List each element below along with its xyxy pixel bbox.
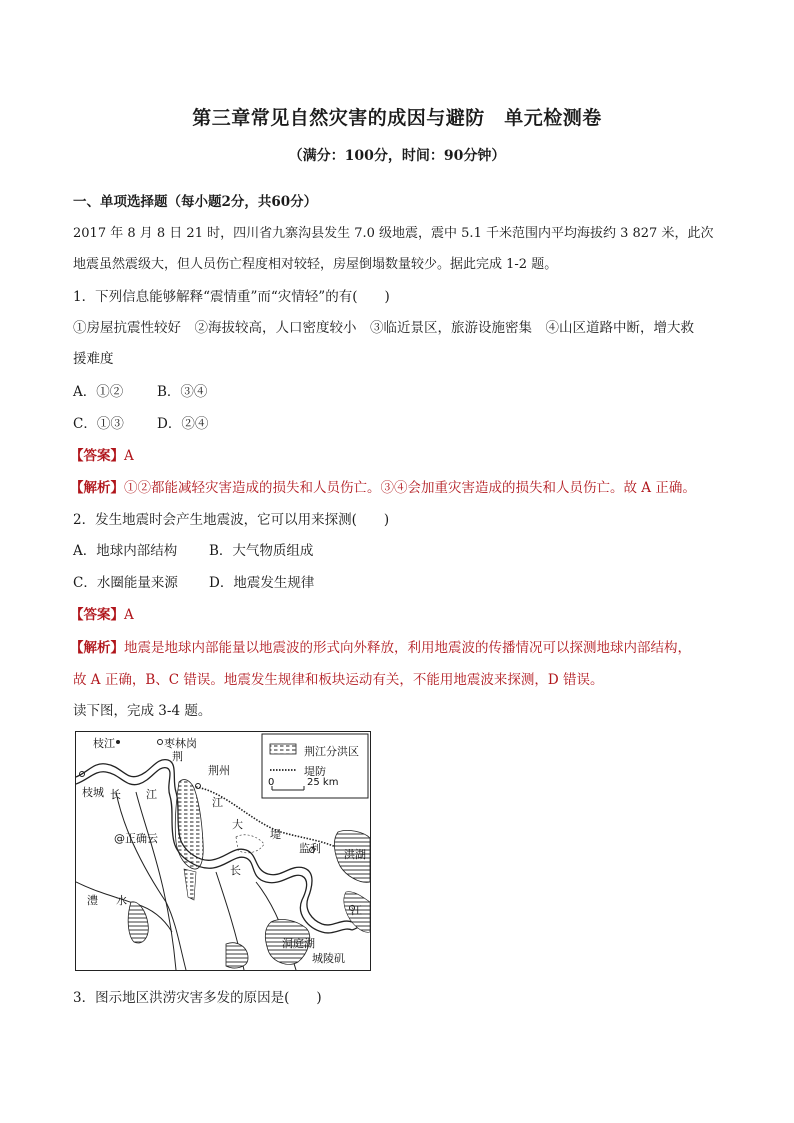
- label-honghu: 洪湖: [344, 848, 366, 861]
- map-intro: 读下图，完成 3-4 题。: [73, 703, 212, 719]
- q2-answer-tag: 【答案】: [70, 607, 124, 623]
- jingjiang-map: [75, 731, 371, 971]
- q1-options-row-2: [73, 414, 723, 434]
- label-da: 大: [232, 818, 243, 831]
- intro-line-1: 2017 年 8 月 8 日 21 时，四川省九寨沟县发生 7.0 级地震，震中 5.1 千米范围内平均海拔约 3 827 米，此次: [73, 226, 714, 241]
- page-title: 第三章常见自然灾害的成因与避防 单元检测卷: [192, 107, 602, 129]
- q2-options-row-1: [73, 541, 723, 561]
- q1-answer-value: A: [124, 448, 134, 464]
- q2-option-d[interactable]: D．地震发生规律: [209, 575, 315, 591]
- legend-embankment-label: 堤防: [304, 765, 326, 778]
- label-zaolingang: 枣林岗: [164, 737, 197, 750]
- q2-analysis-text-1: 地震是地球内部能量以地震波的形式向外释放，利用地震波的传播情况可以探测地球内部结构，: [124, 640, 691, 656]
- label-chang-1: 长: [110, 788, 121, 801]
- flood-diversion-strip: [184, 869, 196, 900]
- q1-analysis: [70, 478, 720, 498]
- q2-answer: [70, 605, 720, 625]
- q1-analysis-tag: 【解析】: [70, 480, 124, 496]
- marker-jingzhou: [196, 784, 201, 789]
- label-jianli: 监利: [299, 842, 321, 855]
- q1-option-b[interactable]: B．③④: [157, 384, 208, 400]
- q1-answer-tag: 【答案】: [70, 448, 124, 464]
- flood-diversion-area: [175, 780, 203, 869]
- q2-analysis-tag: 【解析】: [70, 640, 124, 656]
- label-jing: 荆: [172, 750, 183, 763]
- q1-options-row-1: [73, 382, 723, 402]
- label-chang-2: 长: [230, 864, 241, 877]
- scale-zero-label: 0: [268, 777, 275, 788]
- label-zhicheng: 枝城: [82, 786, 104, 799]
- q1-info-line-1: ①房屋抗震性较好 ②海拔较高，人口密度较小 ③临近景区，旅游设施密集 ④山区道路中断，增大救: [73, 320, 694, 336]
- label-li: 澧: [87, 894, 98, 907]
- marker-zhijiang: [116, 740, 120, 744]
- label-jiang-1: 江: [146, 788, 157, 801]
- q1-option-c[interactable]: C．①③: [73, 416, 124, 432]
- q1-analysis-text: ①②都能减轻灾害造成的损失和人员伤亡。③④会加重灾害造成的损失和人员伤亡。故 A 正确。: [124, 480, 696, 496]
- marker-zaolingang: [158, 740, 163, 745]
- q2-option-b[interactable]: B．大气物质组成: [209, 543, 314, 559]
- label-jiang-2: 江: [212, 796, 223, 809]
- q3-stem: 3．图示地区洪涝灾害多发的原因是( ): [73, 990, 322, 1006]
- label-di: 堤: [270, 828, 281, 841]
- q2-analysis-line-1: [70, 638, 720, 658]
- q1-stem: 1．下列信息能够解释“震情重”而“灾情轻”的有( ): [73, 289, 390, 305]
- page-subtitle: （满分：100分，时间：90分钟）: [288, 148, 506, 164]
- legend-flood-swatch: [270, 744, 296, 754]
- label-zhengquyun: @正确云: [114, 832, 158, 845]
- label-chenglingji: 城陵矶: [312, 952, 345, 965]
- q1-answer: [70, 446, 720, 466]
- q2-stem: 2．发生地震时会产生地震波，它可以用来探测( ): [73, 512, 390, 528]
- label-jingzhou: 荆州: [208, 764, 230, 777]
- scale-value-label: 25 km: [307, 777, 339, 788]
- q2-option-c[interactable]: C．水圈能量来源: [73, 575, 178, 591]
- q2-analysis-line-2: 故 A 正确，B、C 错误。地震发生规律和板块运动有关，不能用地震波来探测，D 错误。: [73, 672, 604, 688]
- q1-info-line-2: 援难度: [73, 351, 114, 367]
- q1-option-a[interactable]: A．①②: [73, 384, 124, 400]
- label-dongtinghu: 洞庭湖: [282, 937, 315, 950]
- legend-flood-label: 荆江分洪区: [304, 745, 359, 758]
- label-shui: 水: [116, 894, 127, 907]
- section-heading: 一、单项选择题（每小题2分，共60分）: [73, 194, 318, 210]
- label-jiang-3: 江: [351, 904, 362, 917]
- q2-answer-value: A: [124, 607, 134, 623]
- intro-line-2: 地震虽然震级大，但人员伤亡程度相对较轻，房屋倒塌数量较少。据此完成 1-2 题。: [73, 257, 558, 272]
- label-zhijiang: 枝江: [93, 737, 115, 750]
- q2-option-a[interactable]: A．地球内部结构: [73, 543, 178, 559]
- q1-option-d[interactable]: D．②④: [157, 416, 209, 432]
- q2-options-row-2: [73, 573, 723, 593]
